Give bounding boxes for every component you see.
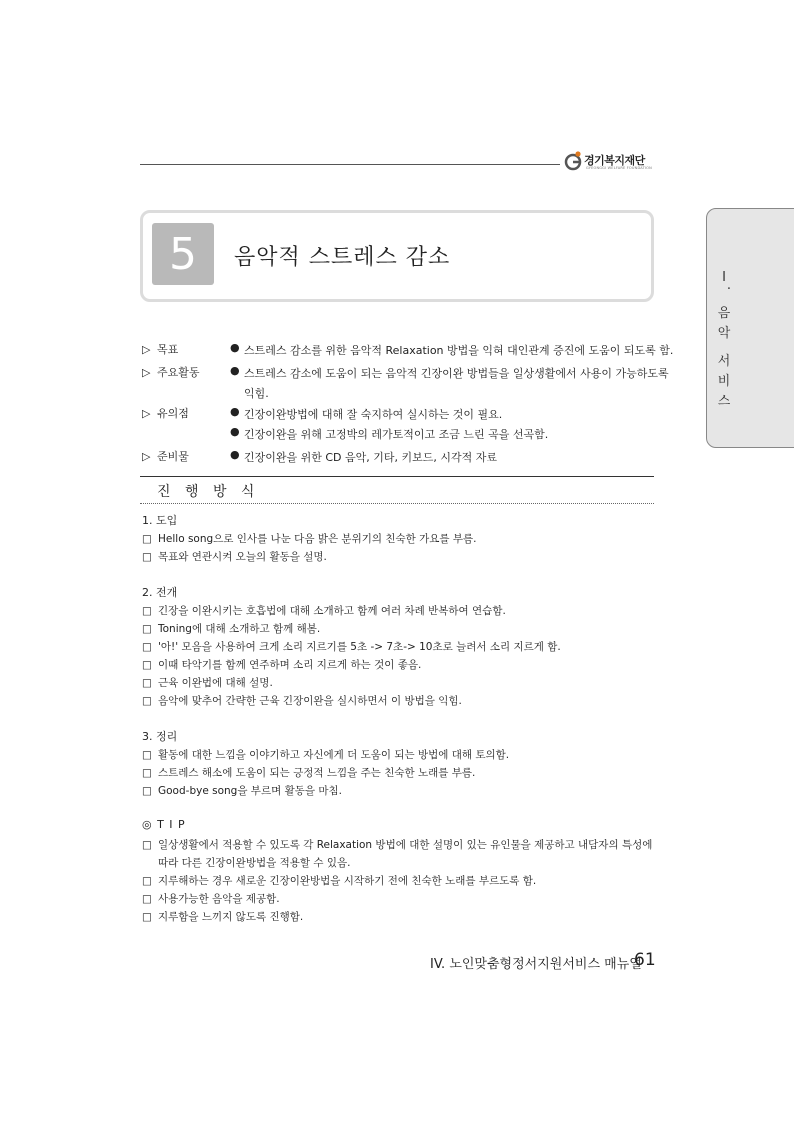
preparation-label: 준비물 [157,450,189,463]
bullet-icon: ● [230,405,240,418]
footer-manual-title: IV. 노인맞춤형정서지원서비스 매뉴얼 [430,957,642,972]
list-item: □ 긴장을 이완시키는 호흡법에 대해 소개하고 함께 여러 차례 반복하여 연습함. [142,605,506,617]
main-activity-text: 스트레스 감소에 도움이 되는 음악적 긴장이완 방법들을 일상생활에서 사용이 가능하도록 [244,367,669,380]
checkbox-square-icon: □ [142,659,152,671]
list-item: □ 활동에 대한 느낌을 이야기하고 자신에게 더 도움이 되는 방법에 대해 토의함. [142,749,510,761]
caution-label: 유의점 [157,407,189,420]
section-number: 5 [152,223,214,285]
triangle-icon: ▷ [142,343,151,356]
checkbox-square-icon: □ [142,785,152,797]
checkbox-square-icon: □ [142,695,152,707]
org-name: 경기복지재단 [584,154,645,167]
triangle-icon: ▷ [142,450,151,463]
checkbox-square-icon: □ [142,551,152,563]
list-item: □ Hello song으로 인사를 나눈 다음 밝은 분위기의 친숙한 가요를 부름. [142,533,477,545]
checkbox-square-icon: □ [142,839,152,851]
side-char: Ⅰ [722,270,726,285]
list-item: □ 목표와 연관시켜 오늘의 활동을 설명. [142,551,327,563]
step-heading-wrapup: 3. 정리 [142,730,178,743]
list-item: □ '아!' 모음을 사용하여 크게 소리 지르기를 5초 -> 7초-> 10초로 늘려서 소리 지르게 함. [142,641,561,653]
section-divider [140,476,654,477]
tip-heading: ◎ T I P [142,818,186,831]
list-item: □ 일상생활에서 적용할 수 있도록 각 Relaxation 방법에 대한 설명이 있는 유인물을 제공하고 내담자의 특성에 [142,839,653,851]
list-item: □ 지루함을 느끼지 않도록 진행함. [142,911,304,923]
logo-mark-icon [562,150,584,172]
checkbox-square-icon: □ [142,875,152,887]
checkbox-square-icon: □ [142,677,152,689]
checkbox-square-icon: □ [142,749,152,761]
page-number: 61 [634,950,656,970]
list-item: □ Toning에 대해 소개하고 함께 해봄. [142,623,321,635]
list-item: □ 지루해하는 경우 새로운 긴장이완방법을 시작하기 전에 친숙한 노래를 부르도록 함. [142,875,537,887]
bullet-icon: ● [230,448,240,461]
checkbox-square-icon: □ [142,767,152,779]
list-item: □ 스트레스 해소에 도움이 되는 긍정적 느낌을 주는 친숙한 노래를 부름. [142,767,476,779]
triangle-icon: ▷ [142,407,151,420]
list-item-continuation: 따라 다른 긴장이완방법을 적용할 수 있음. [158,857,351,869]
bullet-icon: ● [230,425,240,438]
checkbox-square-icon: □ [142,641,152,653]
checkbox-square-icon: □ [142,533,152,545]
side-char: 비 [717,374,731,389]
list-item: □ 음악에 맞추어 간략한 근육 긴장이완을 실시하면서 이 방법을 익힘. [142,695,462,707]
section-dotted-rule [140,503,654,504]
list-item: □ Good-bye song을 부르며 활동을 마침. [142,785,342,797]
main-activity-text-cont: 익힘. [244,387,269,400]
caution-text-2: 긴장이완을 위해 고정박의 레가토적이고 조금 느린 곡을 선곡함. [244,428,549,441]
side-char: . [726,278,732,293]
checkbox-square-icon: □ [142,605,152,617]
step-heading-intro: 1. 도입 [142,514,178,527]
list-item: □ 이때 타악기를 함께 연주하며 소리 지르게 하는 것이 좋음. [142,659,422,671]
chapter-tab-label [714,268,734,412]
checkbox-square-icon: □ [142,893,152,905]
side-char: 음 [717,306,731,321]
foundation-logo [562,150,662,176]
main-activity-label: 주요활동 [157,366,200,379]
org-name-en: GYEONGGI WELFARE FOUNDATION [586,166,652,170]
side-char: 서 [717,354,731,369]
header-rule [140,164,560,165]
section-title: 진 행 방 식 [157,484,260,500]
bullet-icon: ● [230,364,240,377]
caution-text-1: 긴장이완방법에 대해 잘 숙지하여 실시하는 것이 필요. [244,408,503,421]
bullet-icon: ● [230,341,240,354]
checkbox-square-icon: □ [142,623,152,635]
triangle-icon: ▷ [142,366,151,379]
side-char: 스 [717,394,731,409]
goal-text: 스트레스 감소를 위한 음악적 Relaxation 방법을 익혀 대인관계 증진에 도움이 되도록 함. [244,344,674,357]
list-item: □ 근육 이완법에 대해 설명. [142,677,273,689]
step-heading-development: 2. 전개 [142,586,178,599]
side-char: 악 [717,326,731,341]
goal-label: 목표 [157,343,179,356]
checkbox-square-icon: □ [142,911,152,923]
page-title: 음악적 스트레스 감소 [234,245,451,270]
list-item: □ 사용가능한 음악을 제공함. [142,893,280,905]
preparation-text: 긴장이완을 위한 CD 음악, 기타, 키보드, 시각적 자료 [244,451,498,464]
